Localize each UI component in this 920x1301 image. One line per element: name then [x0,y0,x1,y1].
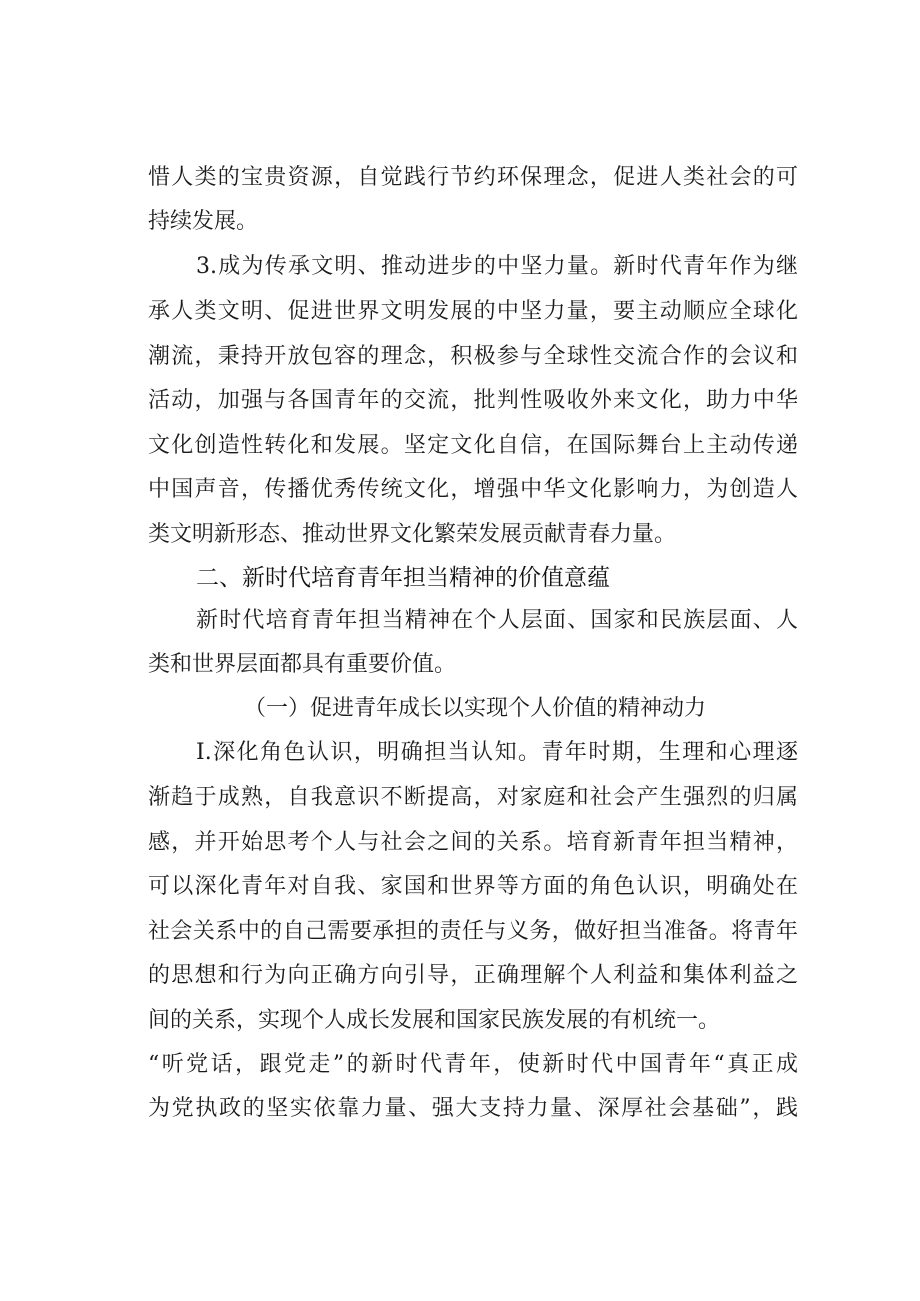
text-line: 渐趋于成熟，自我意识不断提高，对家庭和社会产生强烈的归属 [148,785,798,810]
text-line: 潮流，秉持开放包容的理念，积极参与全球性交流合作的会议和 [148,344,798,369]
text-line: 类文明新形态、推动世界文化繁荣发展贡献青春力量。 [148,522,677,547]
text-line: 承人类文明、促进世界文明发展的中坚力量，要主动顺应全球化 [148,299,798,324]
text-line: 可以深化青年对自我、家国和世界等方面的角色认识，明确处在 [148,874,798,899]
text-line: 间的关系，实现个人成长发展和国家民族发展的有机统一。 [148,1008,721,1033]
text-line: 持续发展。 [148,209,259,234]
text-line: 社会关系中的自己需要承担的责任与义务，做好担当准备。将青年 [148,919,798,944]
numbered-paragraph-3: 3.成为传承文明、推动进步的中坚力量。新时代青年作为继 [196,254,798,279]
text-line: 新时代培育青年担当精神在个人层面、国家和民族层面、人 [196,608,798,633]
section-heading: 二、新时代培育青年担当精神的价值意蕴 [196,565,610,591]
text-line: 为党执政的坚实依靠力量、强大支持力量、深厚社会基础”，践 [148,1096,798,1121]
text-line: 活动，加强与各国青年的交流，批判性吸收外来文化，助力中华 [148,388,798,413]
text-line: 文化创造性转化和发展。坚定文化自信，在国际舞台上主动传递 [148,433,798,458]
text-line: 感，并开始思考个人与社会之间的关系。培育新青年担当精神， [148,830,798,855]
subsection-heading: （一）促进青年成长以实现个人价值的精神动力 [244,696,707,721]
text-line: “听党话，跟党走”的新时代青年，使新时代中国青年“真正成 [148,1052,798,1077]
text-line: 的思想和行为向正确方向引导，正确理解个人利益和集体利益之 [148,963,798,988]
text-line: 类和世界层面都具有重要价值。 [148,652,457,677]
text-line: 中国声音，传播优秀传统文化，增强中华文化影响力，为创造人 [148,477,798,502]
text-line: 惜人类的宝贵资源，自觉践行节约环保理念，促进人类社会的可 [148,165,798,190]
numbered-paragraph-1: I.深化角色认识，明确担当认知。青年时期，生理和心理逐 [196,740,798,765]
